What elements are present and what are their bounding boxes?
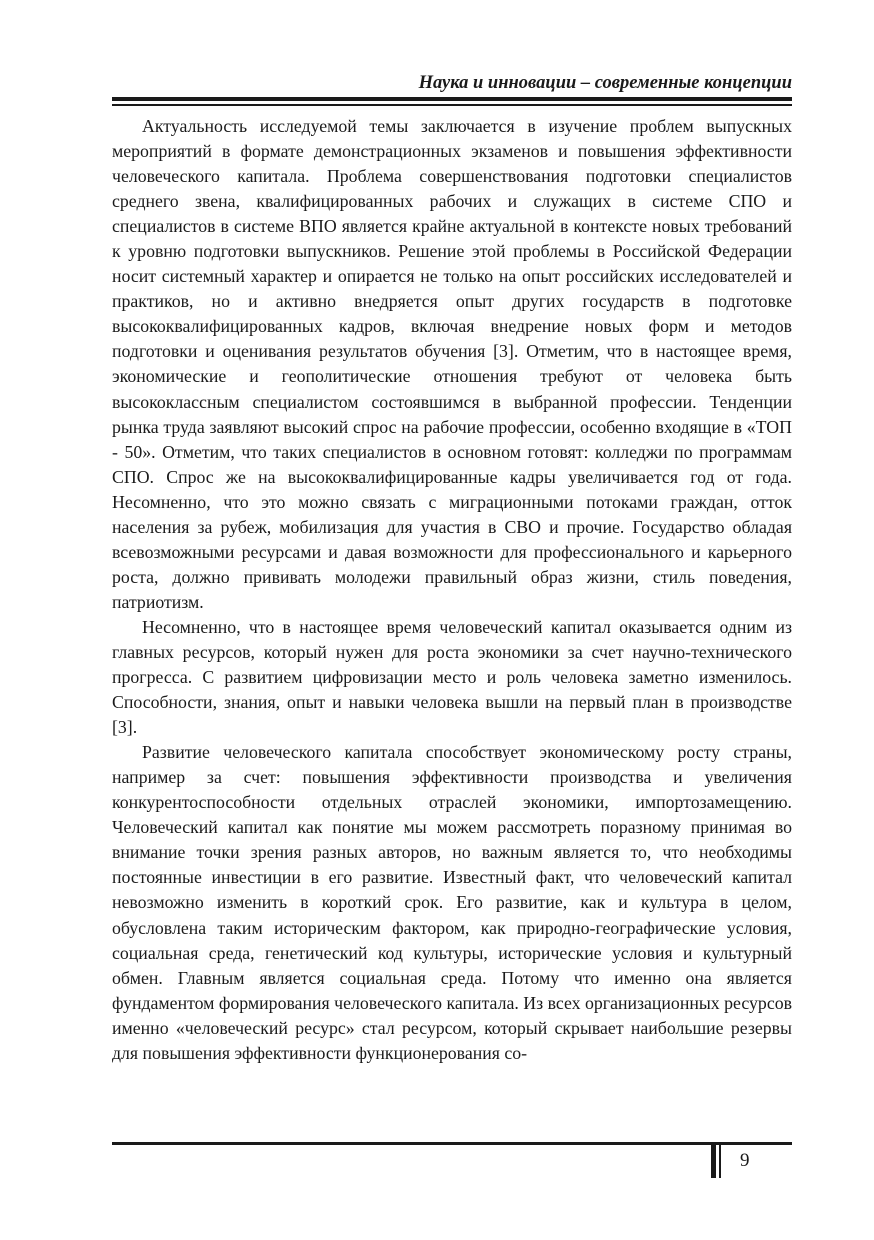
running-header-title: Наука и инновации – современные концепции [418,73,792,93]
page-number: 9 [740,1150,750,1171]
header-rule-thin [112,104,792,106]
body-text [112,114,792,1066]
paragraph-capital-development: Развитие человеческого капитала способствует экономическому росту страны, например за счет: повышения эффективности производства и увеличения конкурентоспособности отдельных отраслей экономики, импортозамещению. Человеческий капитал как понятие мы можем рассмотреть поразному принимая во внимание точки зрения разных авторов, но важным является то, что необходимы постоянные инвестиции в его развитие. Известный факт, что человеческий капитал невозможно изменить в короткий срок. Его развитие, как и культура в целом, обусловлена таким историческим фактором, как природно-географические условия, социальная среда, генетический код культуры, исторические условия и культурный обмен. Главным является социальная среда. Потому что именно она является фундаментом формирования человеческого капитала. Из всех организационных ресурсов именно «человеческий ресурс» стал ресурсом, который скрывает наибольшие резервы для повышения эффективности функционерования со- [112,742,792,1063]
footer-rule [112,1142,792,1145]
footer-bar-thick [711,1144,716,1178]
paragraph-relevance: Актуальность исследуемой темы заключается в изучение проблем выпускных мероприятий в формате демонстрационных экзаменов и повышения эффективности человеческого капитала. Проблема совершенствования подготовки специалистов среднего звена, квалифицированных рабочих и служащих в системе СПО и специалистов в системе ВПО является крайне актуальной в контексте новых требований к уровню подготовки выпускников. Решение этой проблемы в Российской Федерации носит системный характер и опирается не только на опыт российских исследователей и практиков, но и активно внедряется опыт других государств в подготовке высококвалифицированных кадров, включая внедрение новых форм и методов подготовки и оценивания результатов обучения [3]. Отметим, что в настоящее время, экономические и геополитические отношения требуют от человека быть высококлассным специалистом состоявшимся в выбранной профессии. Тенденции рынка труда заявляют высокий спрос на рабочие профессии, особенно входящие в «ТОП - 50». Отметим, что таких специалистов в основном готовят: колледжи по программам СПО. Спрос же на высококвалифицированные кадры увеличивается год от года. Несомненно, что это можно связать с миграционными потоками граждан, отток населения за рубеж, мобилизация для участия в СВО и прочие. Государство обладая всевозможными ресурсами и давая возможности для профессионального и карьерного роста, должно прививать молодежи правильный образ жизни, стиль поведения, патриотизм. [112,116,792,612]
paragraph-human-capital: Несомненно, что в настоящее время человеческий капитал оказывается одним из главных ресурсов, который нужен для роста экономики за счет научно-технического прогресса. С развитием цифровизации место и роль человека заметно изменилось. Способности, знания, опыт и навыки человека вышли на первый план в производстве [3]. [112,616,792,738]
footer-bar-thin [719,1144,721,1178]
header-rule-thick [112,97,792,101]
